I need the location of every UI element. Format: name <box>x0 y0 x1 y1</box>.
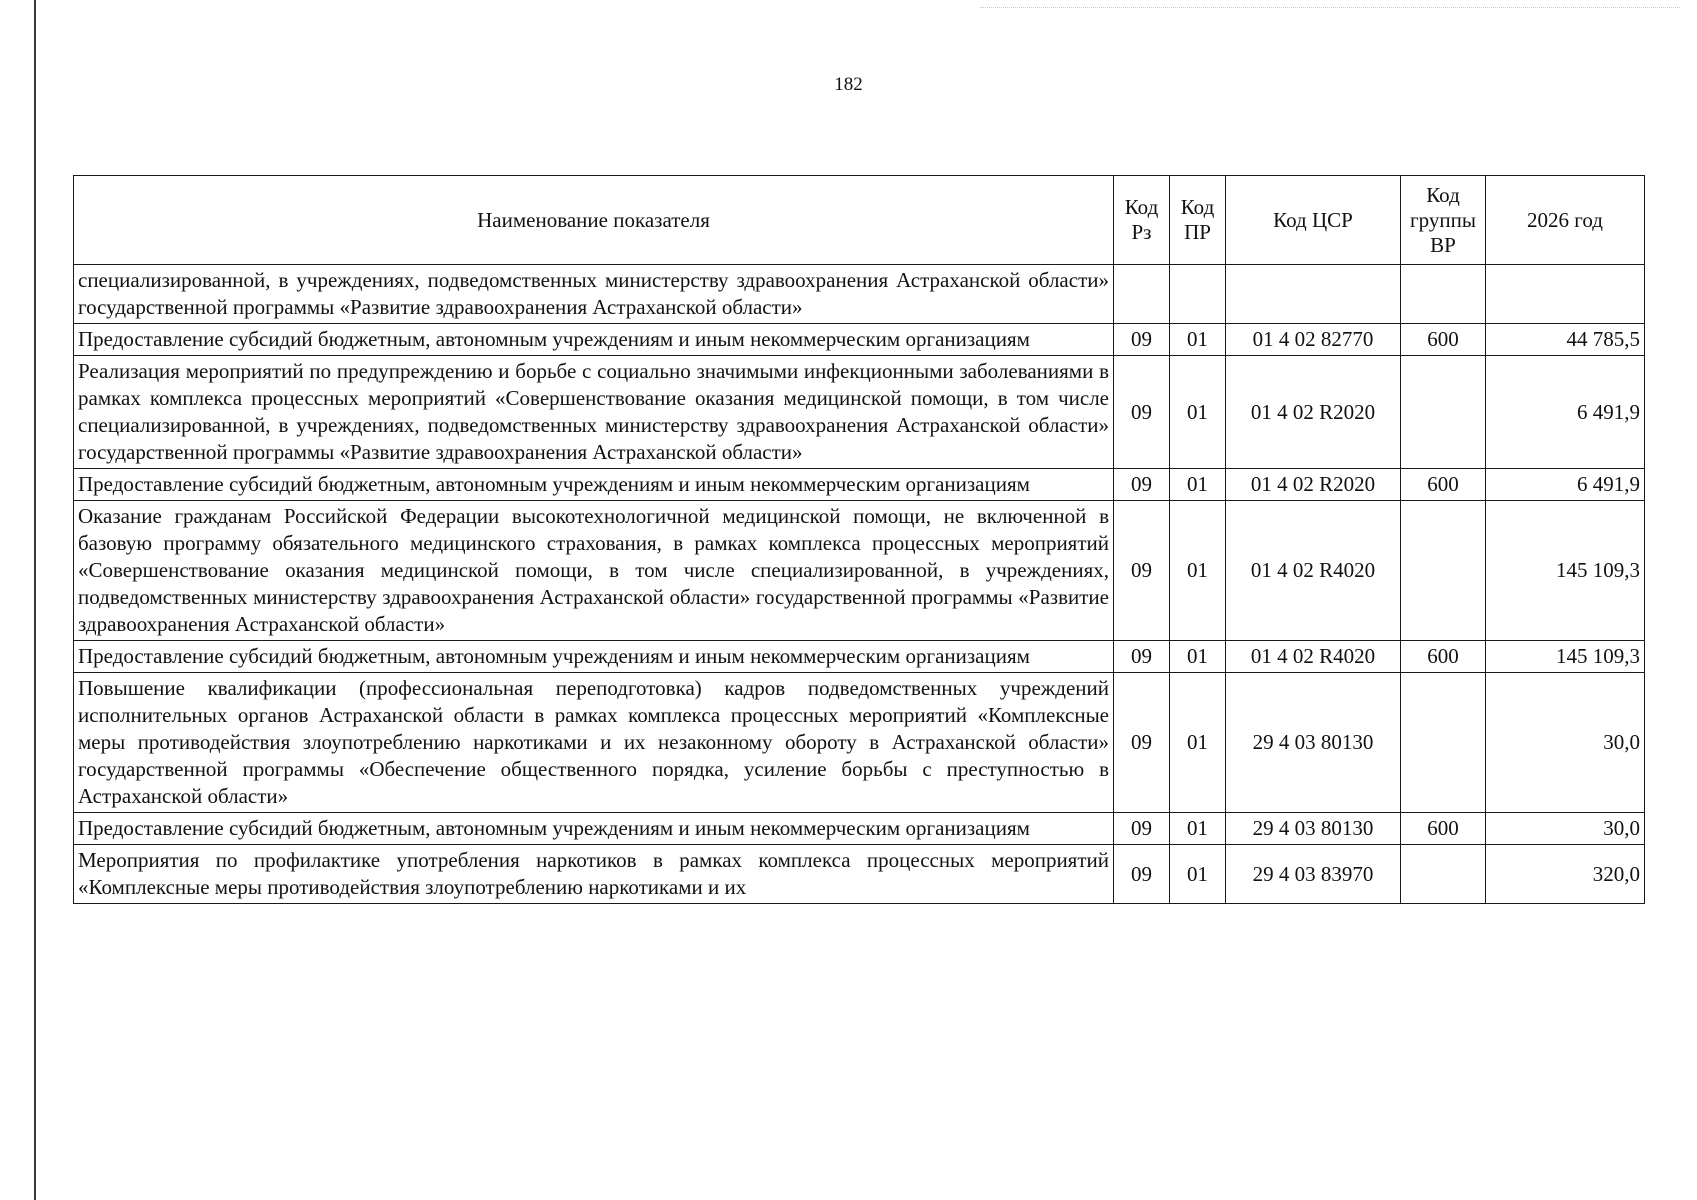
row-rz: 09 <box>1114 469 1170 501</box>
row-rz: 09 <box>1114 641 1170 673</box>
row-csr: 01 4 02 R2020 <box>1226 469 1401 501</box>
row-csr: 01 4 02 R4020 <box>1226 501 1401 641</box>
row-amount: 145 109,3 <box>1486 501 1645 641</box>
row-pr: 01 <box>1170 845 1226 904</box>
page-number: 182 <box>834 74 863 95</box>
row-csr: 01 4 02 R2020 <box>1226 356 1401 469</box>
row-pr: 01 <box>1170 641 1226 673</box>
row-csr: 29 4 03 80130 <box>1226 813 1401 845</box>
row-name: Предоставление субсидий бюджетным, автономным учреждениям и иным некоммерческим организациям <box>74 641 1114 673</box>
row-amount <box>1486 265 1645 324</box>
row-csr: 01 4 02 R4020 <box>1226 641 1401 673</box>
table-row <box>74 356 1645 469</box>
row-vr <box>1401 501 1486 641</box>
row-amount: 44 785,5 <box>1486 324 1645 356</box>
table-row <box>74 845 1645 904</box>
row-vr: 600 <box>1401 469 1486 501</box>
scan-top-dots <box>980 7 1680 8</box>
row-pr: 01 <box>1170 469 1226 501</box>
row-name: Оказание гражданам Российской Федерации высокотехнологичной медицинской помощи, не включенной в базовую программу обязательного медицинского страхования, в рамках комплекса процессных мероприятий «Совершенствование оказания медицинской помощи, в том числе специализированной, в учреждениях, подведомственных министерству здравоохранения Астраханской области» государственной программы «Развитие здравоохранения Астраханской области» <box>74 501 1114 641</box>
row-csr: 01 4 02 82770 <box>1226 324 1401 356</box>
row-pr: 01 <box>1170 813 1226 845</box>
row-pr: 01 <box>1170 501 1226 641</box>
row-vr <box>1401 356 1486 469</box>
row-rz: 09 <box>1114 813 1170 845</box>
row-pr: 01 <box>1170 673 1226 813</box>
row-amount: 320,0 <box>1486 845 1645 904</box>
header-rz: Код Рз <box>1114 176 1170 265</box>
row-amount: 6 491,9 <box>1486 469 1645 501</box>
row-rz: 09 <box>1114 356 1170 469</box>
row-vr <box>1401 673 1486 813</box>
row-rz: 09 <box>1114 673 1170 813</box>
table-row <box>74 324 1645 356</box>
row-vr: 600 <box>1401 641 1486 673</box>
row-rz <box>1114 265 1170 324</box>
row-amount: 6 491,9 <box>1486 356 1645 469</box>
header-row <box>74 176 1645 265</box>
row-amount: 30,0 <box>1486 673 1645 813</box>
row-name: Предоставление субсидий бюджетным, автономным учреждениям и иным некоммерческим организациям <box>74 813 1114 845</box>
row-amount: 30,0 <box>1486 813 1645 845</box>
row-pr <box>1170 265 1226 324</box>
row-rz: 09 <box>1114 845 1170 904</box>
header-name: Наименование показателя <box>74 176 1114 265</box>
budget-table <box>73 175 1645 904</box>
row-csr: 29 4 03 80130 <box>1226 673 1401 813</box>
row-csr: 29 4 03 83970 <box>1226 845 1401 904</box>
header-vr: Код группы ВР <box>1401 176 1486 265</box>
row-name: Реализация мероприятий по предупреждению и борьбе с социально значимыми инфекционными заболеваниями в рамках комплекса процессных мероприятий «Совершенствование оказания медицинской помощи, в том числе специализированной, в учреждениях, подведомственных министерству здравоохранения Астраханской области» государственной программы «Развитие здравоохранения Астраханской области» <box>74 356 1114 469</box>
row-vr: 600 <box>1401 324 1486 356</box>
row-vr <box>1401 265 1486 324</box>
scan-margin-line <box>34 0 36 1200</box>
table-row <box>74 673 1645 813</box>
header-year: 2026 год <box>1486 176 1645 265</box>
row-name: специализированной, в учреждениях, подведомственных министерству здравоохранения Астраханской области» государственной программы «Развитие здравоохранения Астраханской области» <box>74 265 1114 324</box>
table-row <box>74 265 1645 324</box>
row-name: Предоставление субсидий бюджетным, автономным учреждениям и иным некоммерческим организациям <box>74 324 1114 356</box>
header-pr: Код ПР <box>1170 176 1226 265</box>
table-row <box>74 813 1645 845</box>
row-rz: 09 <box>1114 324 1170 356</box>
table-row <box>74 469 1645 501</box>
row-rz: 09 <box>1114 501 1170 641</box>
row-amount: 145 109,3 <box>1486 641 1645 673</box>
row-vr: 600 <box>1401 813 1486 845</box>
row-name: Повышение квалификации (профессиональная переподготовка) кадров подведомственных учреждений исполнительных органов Астраханской области в рамках комплекса процессных мероприятий «Комплексные меры противодействия злоупотреблению наркотиками и их незаконному обороту в Астраханской области» государственной программы «Обеспечение общественного порядка, усиление борьбы с преступностью в Астраханской области» <box>74 673 1114 813</box>
row-name: Предоставление субсидий бюджетным, автономным учреждениям и иным некоммерческим организациям <box>74 469 1114 501</box>
table-row <box>74 501 1645 641</box>
row-pr: 01 <box>1170 356 1226 469</box>
table-row <box>74 641 1645 673</box>
header-csr: Код ЦСР <box>1226 176 1401 265</box>
row-pr: 01 <box>1170 324 1226 356</box>
table-body <box>74 265 1645 904</box>
row-name: Мероприятия по профилактике употребления наркотиков в рамках комплекса процессных мероприятий «Комплексные меры противодействия злоупотреблению наркотиками и их <box>74 845 1114 904</box>
row-csr <box>1226 265 1401 324</box>
table-header <box>74 176 1645 265</box>
row-vr <box>1401 845 1486 904</box>
